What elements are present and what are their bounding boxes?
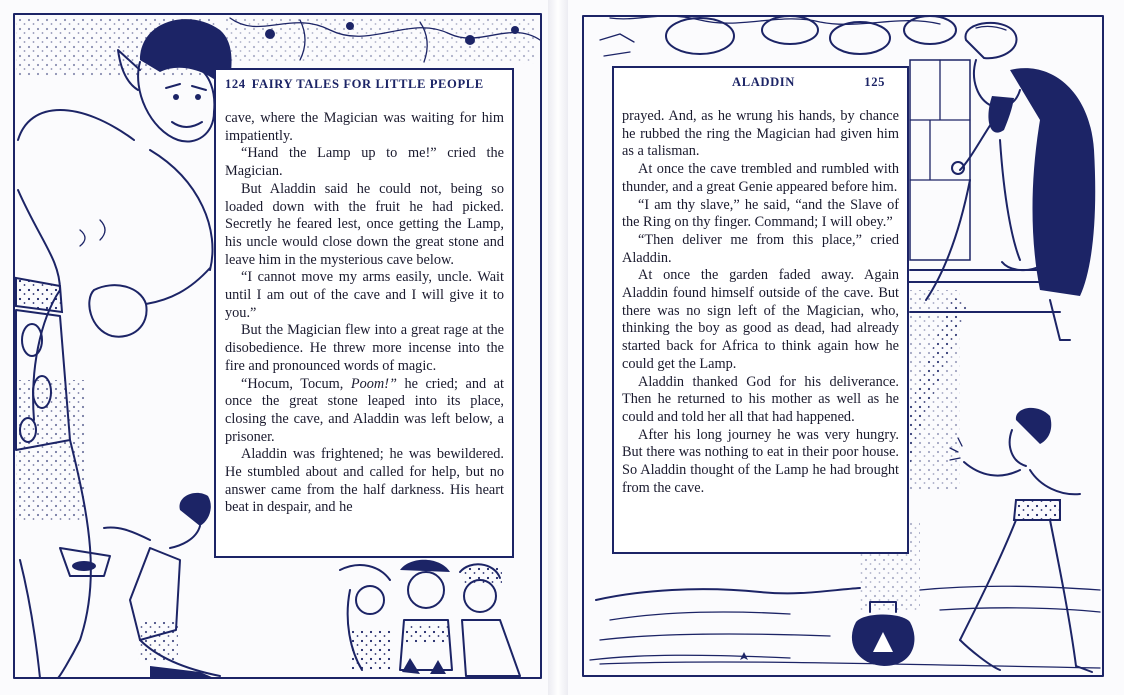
paragraph: “Hand the Lamp up to me!” cried the Magician. (225, 145, 504, 180)
left-running-head (225, 76, 504, 94)
italic-text-run: Poom!” (350, 375, 397, 392)
right-running-head (622, 74, 899, 92)
right-body-text (622, 108, 899, 497)
text-run: he cried; and at once the great stone leaped into its place, closing the cave, and Aladdin was left below, a prisoner. (225, 375, 504, 445)
paragraph: cave, where the Magician was waiting for him impatiently. (225, 110, 504, 144)
paragraph: At once the cave trembled and rumbled with thunder, and a great Genie appeared before him. (622, 161, 899, 195)
shoreline (590, 586, 1100, 668)
left-body-text (225, 110, 504, 517)
three-gnome-figures (340, 560, 520, 676)
aladdin-pointing (950, 408, 1092, 672)
paragraph: But Aladdin said he could not, being so loaded down with the fruit he had picked. Secretly he feared lest, once getting the Lamp, his uncle would close down the great stone and leave him in the mysterious cave below. (225, 180, 504, 268)
left-text-panel (214, 68, 514, 558)
vine-decoration (226, 16, 540, 64)
paragraph: Aladdin thanked God for his deliverance. Then he returned to his mother as well as he could and told her all that had happened. (622, 373, 899, 425)
right-text-panel (612, 66, 909, 554)
left-page-number: 124 (225, 77, 246, 91)
jar (852, 602, 915, 666)
paragraph: “I am thy slave,” he said, “and the Slave of the Ring on thy finger. Command; I will obey.” (622, 196, 899, 231)
paragraph: At once the garden faded away. Again Aladdin found himself outside of the cave. But there was no sign left of the Magician, who, thinking the boy as good as dead, had already started back for Africa to think again how he could get the Lamp. (622, 267, 899, 372)
text-run: “Hocum, Tocum, (241, 375, 351, 392)
left-running-title: FAIRY TALES FOR LITTLE PEOPLE (251, 77, 484, 91)
paragraph: “I cannot move my arms easily, uncle. Wait until I am out of the cave and I will give it to you.” (225, 269, 504, 321)
right-running-title: ALADDIN (732, 75, 795, 89)
kneeling-aladdin-with-lamp (60, 493, 220, 678)
paragraph: But the Magician flew into a great rage at the disobedience. He threw more incense into the fire and pronounced words of magic. (225, 322, 504, 374)
paragraph-with-italic (225, 376, 504, 447)
paragraph: prayed. And, as he wrung his hands, by chance he rubbed the ring the Magician had given him as a talisman. (622, 108, 899, 160)
paragraph: After his long journey he was very hungry. But there was nothing to eat in their poor house. So Aladdin thought of the Lamp he had brought from the cave. (622, 426, 899, 496)
paragraph: “Then deliver me from this place,” cried Aladdin. (622, 231, 899, 266)
giant-genie-figure (16, 16, 232, 678)
paragraph: Aladdin was frightened; he was bewildered. He stumbled about and called for help, but no answer came from the half darkness. His heart beat in despair, and he (225, 446, 504, 516)
right-page-number: 125 (864, 75, 885, 89)
